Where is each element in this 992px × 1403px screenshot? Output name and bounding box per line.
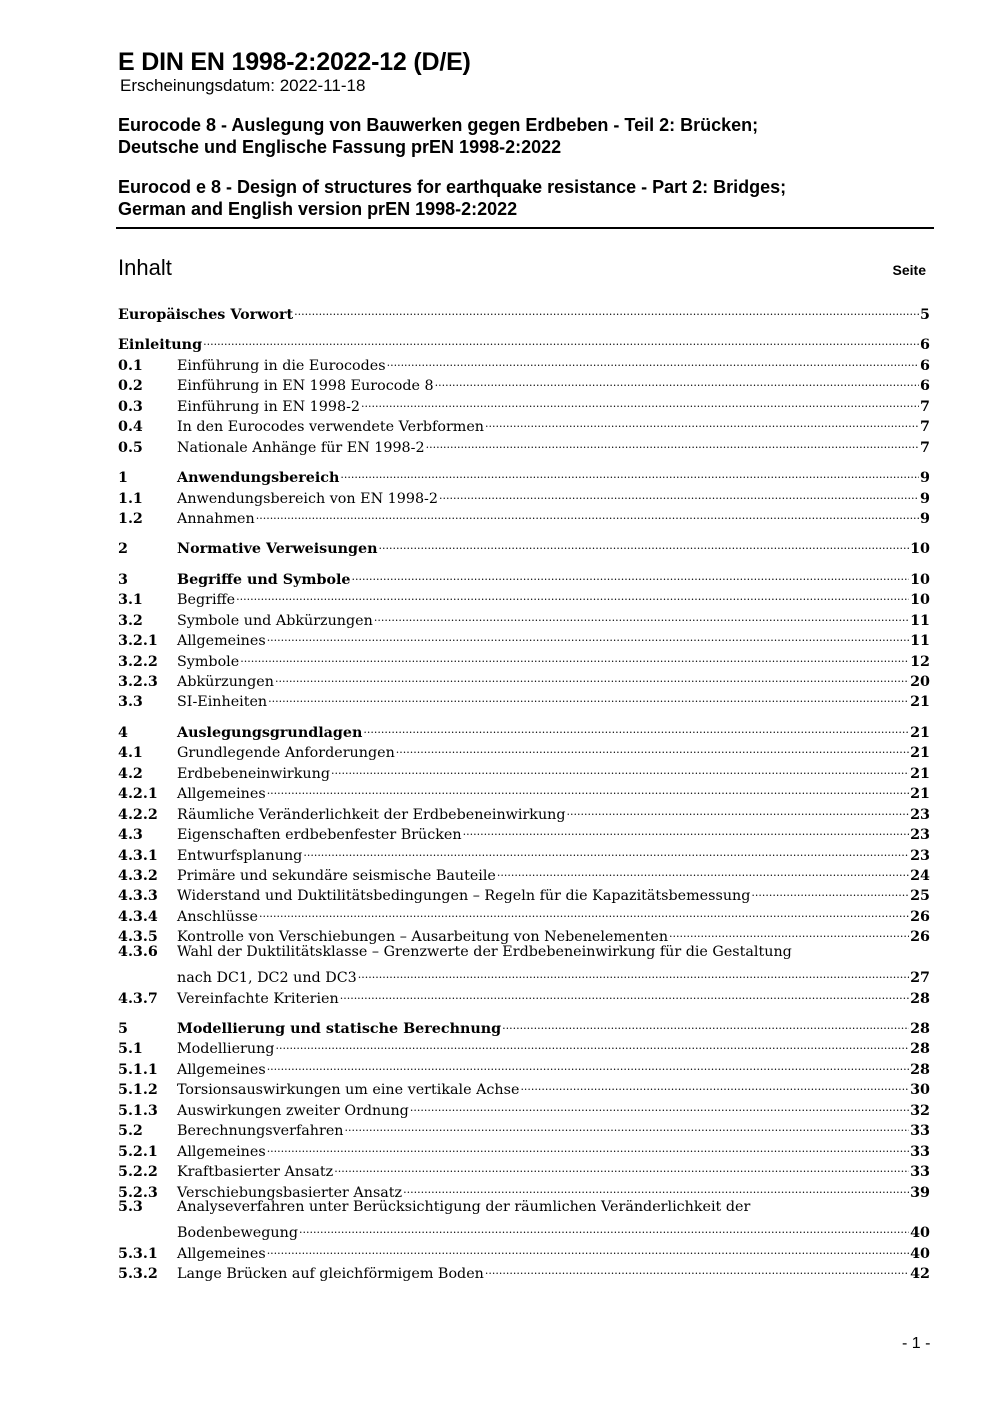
toc-entry[interactable] <box>118 584 930 609</box>
toc-entry-number: 5.3.1 <box>118 1245 158 1262</box>
toc-entry-number: 1.2 <box>118 510 143 527</box>
toc-entry-title: Auslegungsgrundlagen <box>177 724 363 741</box>
document-id: E DIN EN 1998-2:2022-12 (D/E) <box>118 48 471 76</box>
toc-entry-number: 5.3 <box>118 1198 143 1215</box>
toc-entry[interactable] <box>118 646 930 670</box>
toc-entry-page: 11 <box>910 633 930 650</box>
toc-entry[interactable] <box>118 533 930 558</box>
toc-leader-dots <box>331 758 909 778</box>
toc-entry-title: Nationale Anhänge für EN 1998-2 <box>177 439 425 456</box>
toc-leader-dots <box>363 717 909 737</box>
toc-entry-title: Anwendungsbereich von EN 1998-2 <box>177 490 438 507</box>
toc-entry-title: Torsionsauswirkungen um eine vertikale Achse <box>177 1082 520 1099</box>
toc-leader-dots <box>520 1074 909 1094</box>
toc-entry-page: 12 <box>910 653 930 670</box>
toc-entry-title: Analyseverfahren unter Berücksichtigung der räumlichen Veränderlichkeit der <box>177 1198 751 1215</box>
toc-entry-page: 27 <box>910 970 930 987</box>
toc-entry-page: 25 <box>910 888 930 905</box>
title-english-line-2: German and English version prEN 1998-2:2022 <box>118 199 518 219</box>
toc-entry-page: 40 <box>910 1225 930 1242</box>
toc-leader-dots <box>256 503 919 523</box>
toc-entry-page: 21 <box>910 765 930 782</box>
toc-entry-number: 3.2.1 <box>118 633 158 650</box>
toc-entry[interactable] <box>118 350 930 374</box>
toc-entry-page: 21 <box>910 724 930 741</box>
toc-entry-page: 42 <box>910 1266 930 1283</box>
toc-entry-number: 5.1.3 <box>118 1102 158 1119</box>
title-english <box>118 176 933 222</box>
toc-leader-dots <box>275 666 909 686</box>
toc-leader-dots <box>267 1238 909 1258</box>
toc-leader-dots <box>345 1115 910 1135</box>
toc-entry[interactable] <box>118 299 930 323</box>
toc-entry-number: 5.2 <box>118 1123 143 1140</box>
toc-entry-number: 4.3.2 <box>118 867 158 884</box>
toc-entry-number: 4.2.2 <box>118 806 158 823</box>
toc-entry-title: Allgemeines <box>177 786 266 803</box>
toc-entry-title: Abkürzungen <box>177 674 274 690</box>
toc-entry-number: 4.3.1 <box>118 847 158 864</box>
toc-entry-number: 5.2.3 <box>118 1184 158 1201</box>
toc-leader-dots <box>485 1258 909 1278</box>
header-divider <box>116 227 934 229</box>
publication-date: Erscheinungsdatum: 2022-11-18 <box>120 76 366 95</box>
toc-entry-title: Einführung in EN 1998-2 <box>177 398 360 415</box>
toc-entry-title: Allgemeines <box>177 633 266 650</box>
toc-entry-title: Wahl der Duktilitätsklasse – Grenzwerte der Erdbebeneinwirkung für die Gestaltung <box>177 943 792 960</box>
toc-entry-title-continuation: Bodenbewegung <box>177 1225 298 1242</box>
toc-entry-page: 26 <box>910 908 930 925</box>
toc-entry-page: 28 <box>910 990 930 1007</box>
toc-entry-number: 4.2.1 <box>118 786 158 803</box>
toc-entry-title: Eigenschaften erdbebenfester Brücken <box>177 827 462 844</box>
toc-entry-title: Einführung in EN 1998 Eurocode 8 <box>177 378 434 395</box>
toc-entry-title-continuation: nach DC1, DC2 und DC3 <box>177 970 357 987</box>
toc-leader-dots <box>751 880 909 900</box>
toc-entry[interactable] <box>118 942 930 962</box>
toc-entry-title: Einleitung <box>118 337 203 354</box>
toc-entry-page: 6 <box>920 337 930 354</box>
toc-entry-page: 21 <box>910 694 930 711</box>
toc-entry-page: 33 <box>910 1164 930 1181</box>
toc-entry-number: 4.3.4 <box>118 908 158 925</box>
toc-leader-dots <box>669 921 909 941</box>
toc-entry-number: 3 <box>118 571 128 588</box>
toc-leader-dots <box>268 686 909 706</box>
toc-entry-page: 21 <box>910 786 930 803</box>
toc-entry-title: Einführung in die Eurocodes <box>177 357 386 374</box>
toc-entry-number: 5.2.1 <box>118 1143 158 1160</box>
toc-entry[interactable] <box>118 564 930 588</box>
toc-leader-dots <box>267 625 909 645</box>
toc-entry-page: 7 <box>920 398 930 415</box>
toc-entry-title: In den Eurocodes verwendete Verbformen <box>177 419 485 436</box>
toc-entry-title: Kontrolle von Verschiebungen – Ausarbeitung von Nebenelementen <box>177 929 669 946</box>
toc-entry-title: Widerstand und Duktilitätsbedingungen – Regeln für die Kapazitätsbemessung <box>177 888 751 905</box>
toc-entry-number: 0.1 <box>118 357 143 374</box>
toc-entry-number: 0.4 <box>118 419 143 436</box>
toc-entry-page: 21 <box>910 745 930 762</box>
toc-entry-title: Verschiebungsbasierter Ansatz <box>177 1184 403 1201</box>
toc-entry-title: Erdbebeneinwirkung <box>177 765 330 782</box>
toc-leader-dots <box>259 901 909 921</box>
toc-entry-title: Normative Verweisungen <box>177 541 378 558</box>
toc-entry-number: 4.3 <box>118 827 143 844</box>
toc-entry-page: 24 <box>910 867 930 884</box>
toc-entry[interactable] <box>118 1013 930 1037</box>
toc-entry[interactable] <box>118 666 930 690</box>
toc-entry-page: 28 <box>910 1061 930 1078</box>
toc-leader-dots <box>435 370 919 390</box>
toc-entry-title: Annahmen <box>177 510 255 527</box>
toc-entry-number: 0.2 <box>118 378 143 395</box>
toc-leader-dots <box>299 1217 909 1237</box>
toc-entry-number: 4.3.5 <box>118 929 158 946</box>
toc-entry-page: 30 <box>910 1082 930 1099</box>
toc-entry-page: 7 <box>920 439 930 456</box>
toc-entry-title: Anschlüsse <box>177 908 258 925</box>
toc-leader-dots <box>267 1136 909 1156</box>
toc-entry-page: 6 <box>920 357 930 374</box>
toc-entry-number: 1.1 <box>118 490 143 507</box>
toc-entry-title: Symbole <box>177 653 240 670</box>
toc-leader-dots <box>340 983 909 1003</box>
toc-entry-title: SI-Einheiten <box>177 694 268 711</box>
toc-entry-title: Begriffe <box>177 592 236 609</box>
toc-entry-number: 3.1 <box>118 592 143 609</box>
toc-leader-dots <box>267 1054 909 1074</box>
toc-entry[interactable] <box>118 605 930 629</box>
toc-entry-continuation[interactable] <box>118 1217 930 1242</box>
toc-entry-number: 2 <box>118 541 128 558</box>
toc-entry-page: 5 <box>920 307 930 323</box>
toc-entry-page: 23 <box>910 806 930 823</box>
toc-entry-title: Modellierung und statische Berechnung <box>177 1021 502 1037</box>
toc-leader-dots <box>267 778 909 798</box>
toc-leader-dots <box>410 1095 909 1115</box>
toc-leader-dots <box>374 605 909 625</box>
toc-entry-page: 23 <box>910 847 930 864</box>
toc-entry-page: 28 <box>910 1021 930 1037</box>
toc-entry-title: Anwendungsbereich <box>177 470 340 487</box>
toc-entry-page: 33 <box>910 1123 930 1140</box>
toc-entry-page: 26 <box>910 929 930 946</box>
toc-entry[interactable] <box>118 1197 930 1217</box>
toc-entry-number: 4.3.6 <box>118 943 158 960</box>
toc-entry-title: Grundlegende Anforderungen <box>177 745 395 762</box>
title-german-line-1: Eurocode 8 - Auslegung von Bauwerken gegen Erdbeben - Teil 2: Brücken; <box>118 115 759 135</box>
toc-heading-row <box>118 255 928 285</box>
toc-leader-dots <box>340 462 919 482</box>
toc-entry-page: 9 <box>920 470 930 487</box>
toc-entry-page: 9 <box>920 510 930 527</box>
toc-entry[interactable] <box>118 717 930 741</box>
toc-entry-number: 3.2.3 <box>118 674 158 690</box>
toc-leader-dots <box>294 299 919 319</box>
toc-entry-title: Europäisches Vorwort <box>118 307 294 323</box>
toc-entry-title: Allgemeines <box>177 1143 266 1160</box>
toc-leader-dots <box>387 350 919 370</box>
toc-leader-dots <box>203 329 919 349</box>
toc-entry-page: 9 <box>920 490 930 507</box>
toc-entry-number: 5 <box>118 1021 128 1037</box>
toc-entry-title: Modellierung <box>177 1041 275 1058</box>
toc-entry-number: 3.3 <box>118 694 143 711</box>
toc-entry-title: Allgemeines <box>177 1061 266 1078</box>
toc-entry-number: 5.3.2 <box>118 1266 158 1283</box>
toc-entry-title: Allgemeines <box>177 1245 266 1262</box>
toc-entry-page: 7 <box>920 419 930 436</box>
toc-entry-title: Berechnungsverfahren <box>177 1123 344 1140</box>
page-number: - 1 - <box>902 1335 931 1352</box>
title-german <box>118 114 933 158</box>
toc-entry-continuation[interactable] <box>118 962 930 987</box>
toc-leader-dots <box>463 819 909 839</box>
toc-entry-title: Auswirkungen zweiter Ordnung <box>177 1102 409 1119</box>
toc-entry-page: 11 <box>910 612 930 629</box>
toc-leader-dots <box>567 799 910 819</box>
toc-entry-page: 39 <box>910 1184 930 1201</box>
title-english-line-1: Eurocod e 8 - Design of structures for earthquake resistance - Part 2: Bridges; <box>118 177 787 197</box>
toc-entry-page: 40 <box>910 1245 930 1262</box>
toc-entry-title: Entwurfsplanung <box>177 847 303 864</box>
toc-entry-number: 4.3.3 <box>118 888 158 905</box>
toc-leader-dots <box>358 962 909 982</box>
toc-entry-page: 20 <box>910 674 930 690</box>
toc-leader-dots <box>334 1156 909 1176</box>
toc-entry-number: 3.2.2 <box>118 653 158 670</box>
toc-leader-dots <box>275 1033 909 1053</box>
toc-entry-number: 5.1.1 <box>118 1061 158 1078</box>
toc-leader-dots <box>352 564 910 584</box>
table-of-contents <box>118 299 930 1283</box>
toc-entry-number: 4.3.7 <box>118 990 158 1007</box>
toc-leader-dots <box>303 840 909 860</box>
toc-page-column-label: Seite <box>892 262 926 278</box>
toc-leader-dots <box>361 391 919 411</box>
toc-entry-page: 32 <box>910 1102 930 1119</box>
toc-entry-title: Räumliche Veränderlichkeit der Erdbebeneinwirkung <box>177 806 566 823</box>
toc-entry-number: 5.1.2 <box>118 1082 158 1099</box>
toc-leader-dots <box>240 646 909 666</box>
toc-entry-page: 10 <box>910 571 930 588</box>
toc-entry-title: Lange Brücken auf gleichförmigem Boden <box>177 1266 484 1283</box>
title-german-line-2: Deutsche und Englische Fassung prEN 1998-2:2022 <box>118 137 562 157</box>
document-header <box>118 48 933 222</box>
toc-entry-number: 0.3 <box>118 398 143 415</box>
toc-entry-number: 4.1 <box>118 745 143 762</box>
toc-entry-page: 10 <box>910 541 930 558</box>
toc-leader-dots <box>379 533 910 553</box>
toc-leader-dots <box>502 1013 909 1033</box>
toc-entry[interactable] <box>118 462 930 487</box>
toc-leader-dots <box>439 483 919 503</box>
toc-entry-number: 5.1 <box>118 1041 143 1058</box>
toc-leader-dots <box>403 1177 909 1197</box>
toc-leader-dots <box>497 860 909 880</box>
toc-entry-page: 10 <box>910 592 930 609</box>
toc-entry-number: 5.2.2 <box>118 1164 158 1181</box>
toc-leader-dots <box>236 584 909 604</box>
toc-entry-number: 0.5 <box>118 439 143 456</box>
toc-entry-title: Vereinfachte Kriterien <box>177 990 339 1007</box>
toc-entry-title: Kraftbasierter Ansatz <box>177 1164 334 1181</box>
toc-entry-page: 6 <box>920 378 930 395</box>
toc-leader-dots <box>426 432 919 452</box>
toc-entry-page: 33 <box>910 1143 930 1160</box>
toc-entry-number: 3.2 <box>118 612 143 629</box>
toc-entry[interactable] <box>118 329 930 354</box>
toc-entry-title: Begriffe und Symbole <box>177 571 351 588</box>
toc-entry-title: Symbole und Abkürzungen <box>177 612 373 629</box>
toc-entry-page: 23 <box>910 827 930 844</box>
toc-entry-number: 1 <box>118 470 128 487</box>
toc-entry-number: 4 <box>118 724 128 741</box>
toc-entry-title: Primäre und sekundäre seismische Bauteile <box>177 867 496 884</box>
toc-leader-dots <box>485 411 919 431</box>
toc-entry-number: 4.2 <box>118 765 143 782</box>
toc-heading: Inhalt <box>118 255 172 280</box>
toc-leader-dots <box>396 737 909 757</box>
toc-entry-page: 28 <box>910 1041 930 1058</box>
